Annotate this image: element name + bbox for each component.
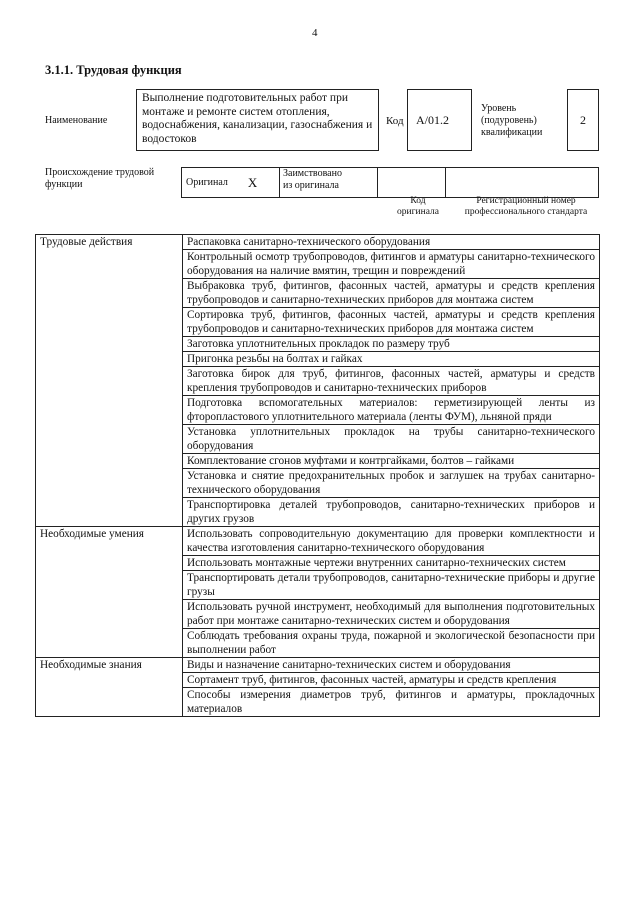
section-title: 3.1.1. Трудовая функция [45, 63, 182, 77]
item-cell: Использовать ручной инструмент, необходимый для выполнения подготовительных работ при монтаже санитарно-технических систем и оборудования [183, 600, 600, 629]
caption-code: Код оригинала [397, 196, 439, 217]
category-cell: Необходимые знания [36, 658, 183, 717]
category-cell: Трудовые действия [36, 235, 183, 527]
function-table [35, 234, 600, 717]
borrowed-cell: Заимствовано из оригинала [280, 168, 378, 197]
item-cell: Контрольный осмотр трубопроводов, фитингов и арматуры санитарно-технического оборудования на наличие вмятин, трещин и повреждений [183, 250, 600, 279]
origin-label: Происхождение трудовой функции [45, 167, 155, 190]
item-cell: Пригонка резьбы на болтах и гайках [183, 352, 600, 367]
item-cell: Способы измерения диаметров труб, фитингов и арматуры, прокладочных материалов [183, 688, 600, 717]
item-cell: Использовать сопроводительную документацию для проверки комплектности и качества изготовления санитарно-технического оборудования [183, 527, 600, 556]
level-value: 2 [567, 89, 599, 151]
item-cell: Соблюдать требования охраны труда, пожарной и экологической безопасности при выполнении работ [183, 629, 600, 658]
item-cell: Транспортировать детали трубопроводов, санитарно-технические приборы и другие грузы [183, 571, 600, 600]
reg-number-cell [446, 168, 598, 197]
caption-reg-number: Регистрационный номер профессионального стандарта [464, 196, 588, 217]
item-cell: Сортамент труб, фитингов, фасонных частей, арматуры и средств крепления [183, 673, 600, 688]
original-code-cell [378, 168, 446, 197]
item-cell: Подготовка вспомогательных материалов: герметизирующей ленты из фторопластового уплотнительного материала (ленты ФУМ), льняной пряди [183, 396, 600, 425]
code-value: А/01.2 [407, 89, 472, 151]
table-row [36, 527, 600, 556]
category-cell: Необходимые умения [36, 527, 183, 658]
level-label: Уровень (подуровень) квалификации [481, 103, 543, 138]
original-label: Оригинал [186, 176, 228, 188]
table-row [36, 235, 600, 250]
original-mark: X [247, 174, 258, 190]
name-label: Наименование [45, 115, 108, 126]
item-cell: Использовать монтажные чертежи внутренних санитарно-технических систем [183, 556, 600, 571]
item-cell: Заготовка бирок для труб, фитингов, фасонных частей, арматуры и средств крепления трубопроводов и санитарно-технических приборов [183, 367, 600, 396]
item-cell: Транспортировка деталей трубопроводов, санитарно-технических приборов и других грузов [183, 498, 600, 527]
name-value: Выполнение подготовительных работ при монтаже и ремонте систем отопления, водоснабжения, канализации, газоснабжения и водостоков [136, 89, 379, 151]
item-cell: Установка и снятие предохранительных пробок и заглушек на трубах санитарно-технического оборудования [183, 469, 600, 498]
item-cell: Сортировка труб, фитингов, фасонных частей, арматуры и средств крепления трубопроводов и санитарно-технических приборов для монтажа систем [183, 308, 600, 337]
item-cell: Установка уплотнительных прокладок на трубы санитарно-технического оборудования [183, 425, 600, 454]
item-cell: Комплектование сгонов муфтами и контргайками, болтов – гайками [183, 454, 600, 469]
page-number: 4 [312, 27, 318, 39]
code-label: Код [386, 115, 404, 127]
original-cell [182, 168, 280, 197]
table-row [36, 658, 600, 673]
item-cell: Выбраковка труб, фитингов, фасонных частей, арматуры и средств крепления трубопроводов и санитарно-технических приборов для монтажа систем [183, 279, 600, 308]
item-cell: Заготовка уплотнительных прокладок по размеру труб [183, 337, 600, 352]
item-cell: Виды и назначение санитарно-технических систем и оборудования [183, 658, 600, 673]
item-cell: Распаковка санитарно-технического оборудования [183, 235, 600, 250]
origin-row [181, 167, 599, 198]
